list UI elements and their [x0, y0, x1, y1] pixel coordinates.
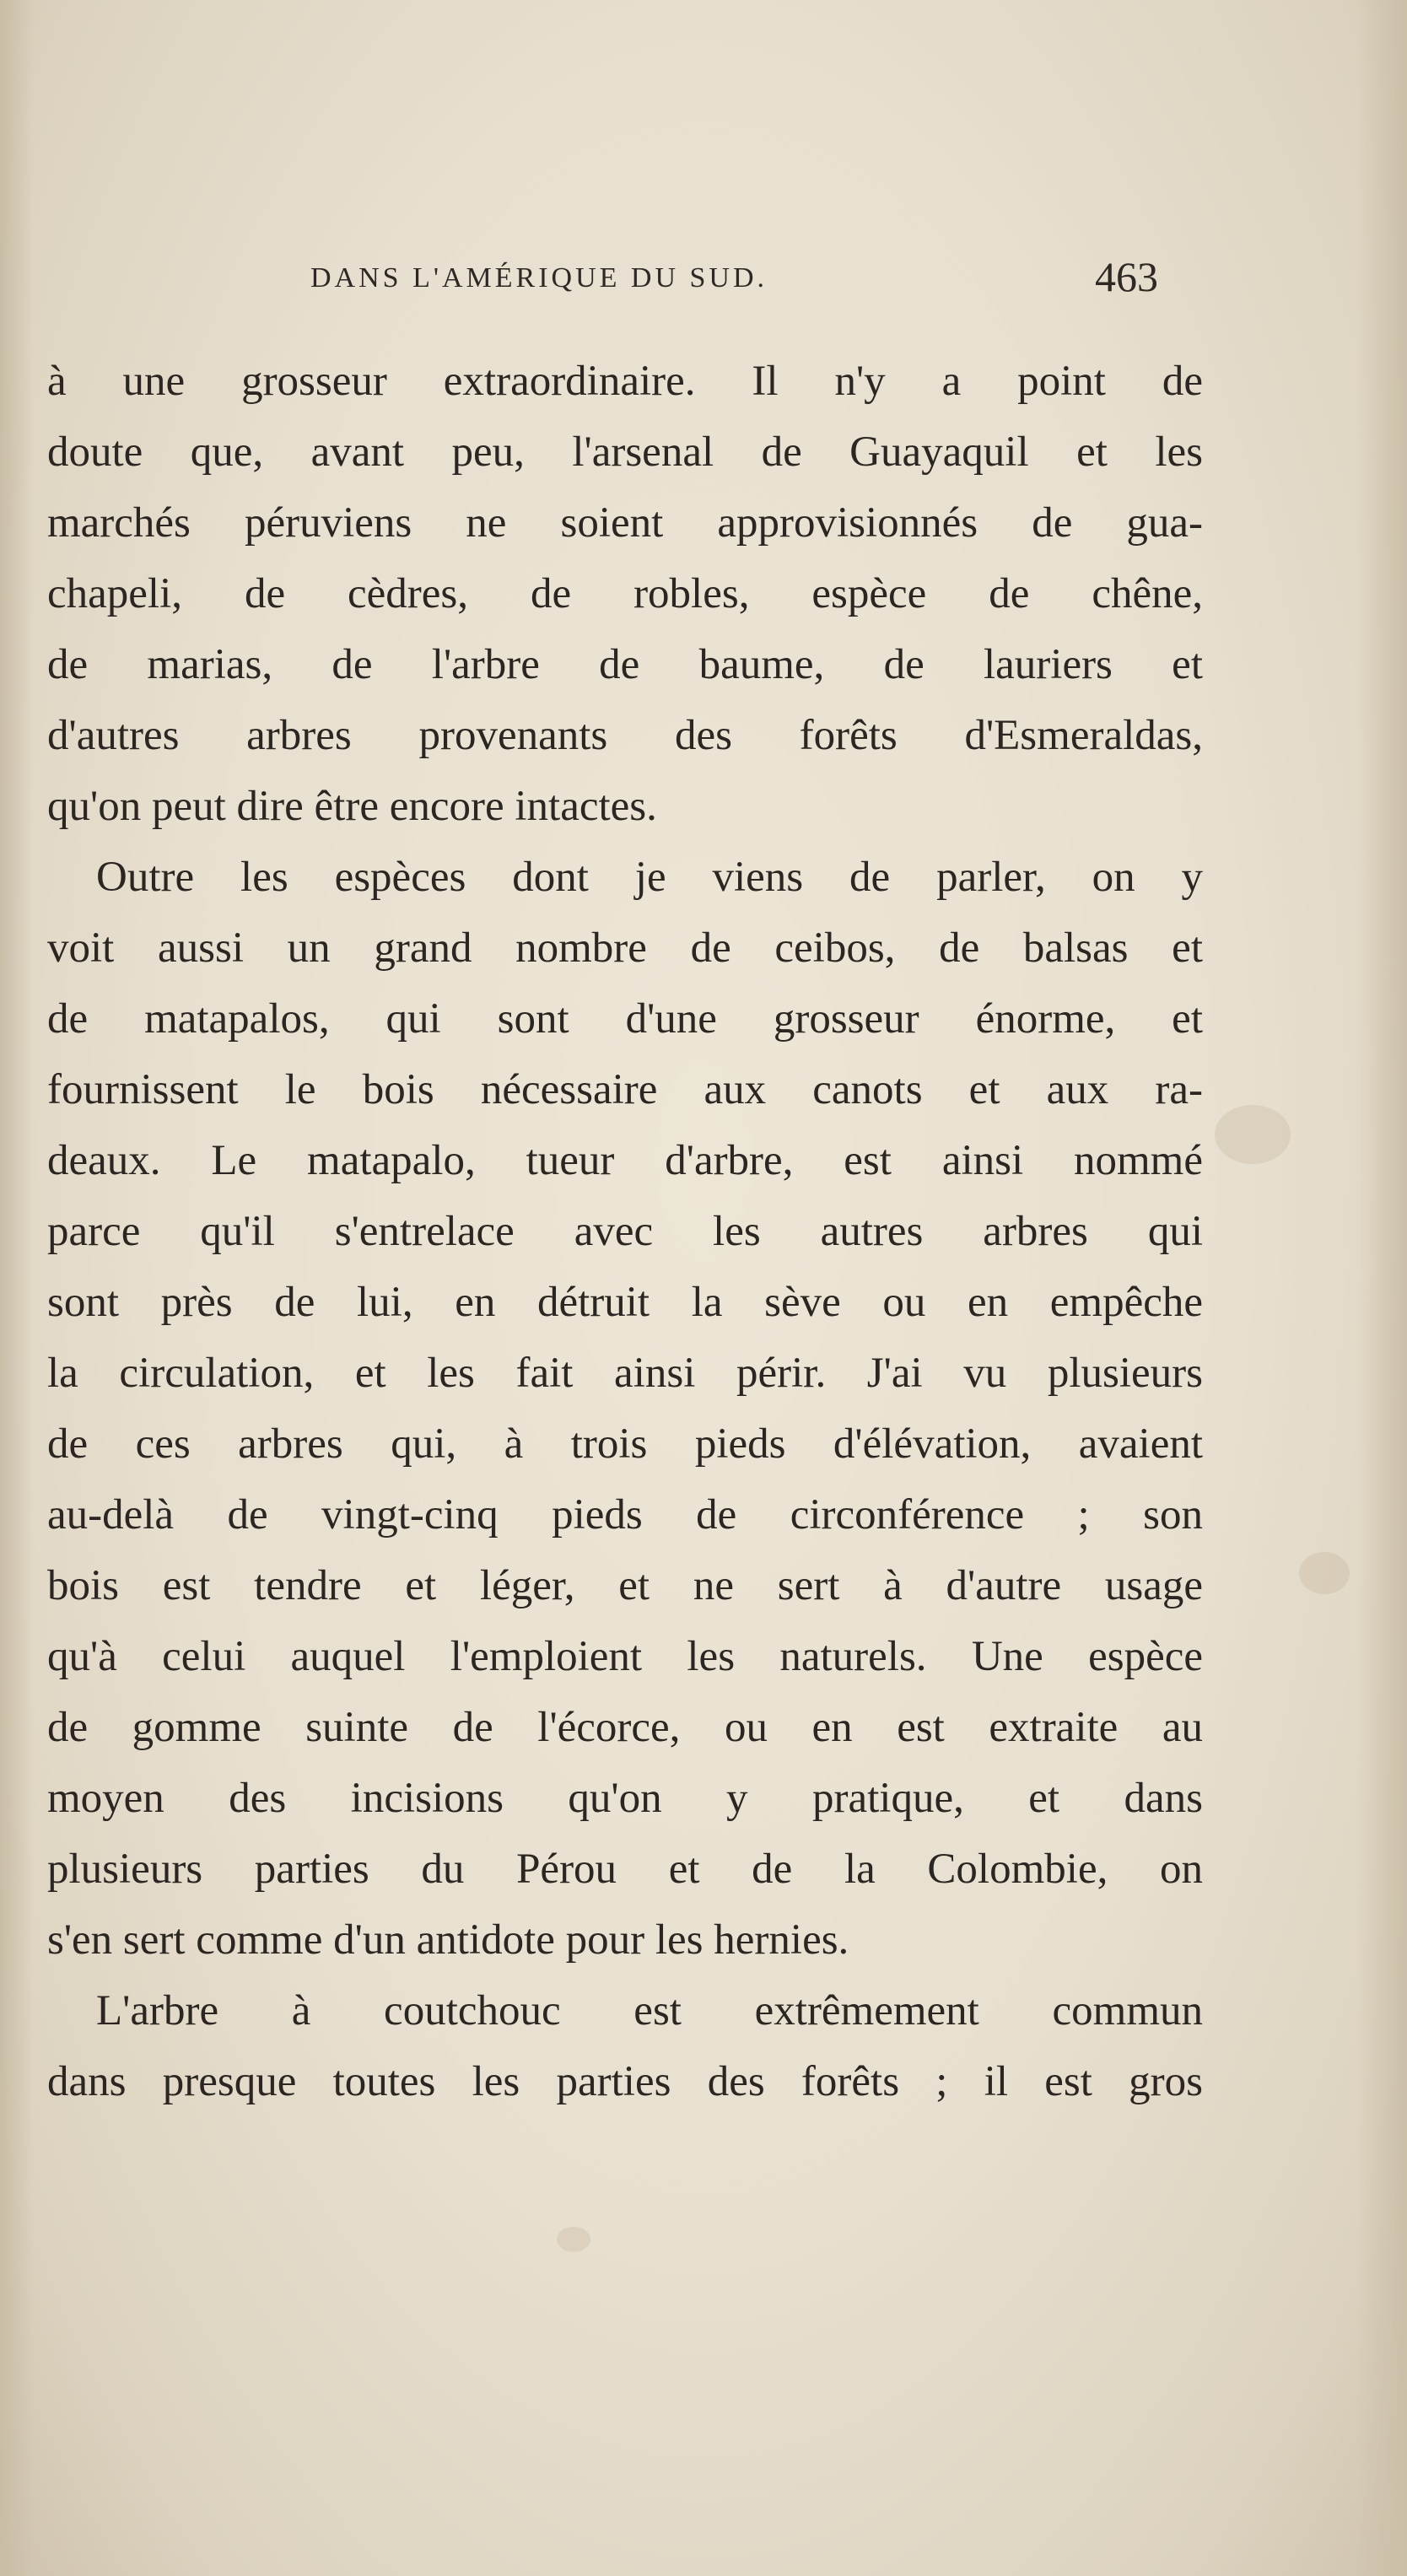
text-line: s'en sert comme d'un antidote pour les hernies. — [47, 1916, 849, 1964]
text-line: la circulation, et les fait ainsi périr. J'ai vu plusieurs — [47, 1350, 1203, 1397]
text-line: qu'à celui auquel l'emploient les naturels. Une espèce — [47, 1633, 1203, 1680]
text-line: d'autres arbres provenants des forêts d'Esmeraldas, — [47, 712, 1203, 759]
running-head: DANS L'AMÉRIQUE DU SUD. — [310, 262, 768, 294]
text-line: de marias, de l'arbre de baume, de lauriers et — [47, 641, 1203, 688]
paper-stain — [1215, 1105, 1291, 1164]
page-edge-shadow-left — [0, 0, 34, 2576]
page-number: 463 — [1095, 253, 1158, 300]
text-line: à une grosseur extraordinaire. Il n'y a point de — [47, 358, 1203, 405]
paper-stain — [557, 2227, 590, 2252]
text-line: moyen des incisions qu'on y pratique, et dans — [47, 1775, 1203, 1822]
page-header — [0, 253, 1407, 308]
text-line: marchés péruviens ne soient approvisionnés de gua- — [47, 499, 1203, 547]
text-line: doute que, avant peu, l'arsenal de Guayaquil et les — [47, 428, 1203, 476]
text-line: bois est tendre et léger, et ne sert à d'autre usage — [47, 1562, 1203, 1609]
text-line: de matapalos, qui sont d'une grosseur énorme, et — [47, 995, 1203, 1043]
text-line: de ces arbres qui, à trois pieds d'élévation, avaient — [47, 1420, 1203, 1468]
text-line: sont près de lui, en détruit la sève ou en empêche — [47, 1279, 1203, 1326]
text-line: deaux. Le matapalo, tueur d'arbre, est ainsi nommé — [47, 1137, 1203, 1184]
text-line: Outre les espèces dont je viens de parler, on y — [96, 854, 1203, 901]
page-edge-shadow-right — [1356, 0, 1407, 2576]
text-line: qu'on peut dire être encore intactes. — [47, 783, 657, 830]
text-line: au-delà de vingt-cinq pieds de circonférence ; son — [47, 1491, 1203, 1539]
text-line: de gomme suinte de l'écorce, ou en est extraite au — [47, 1704, 1203, 1751]
text-line: fournissent le bois nécessaire aux canots et aux ra- — [47, 1066, 1203, 1113]
text-line: parce qu'il s'entrelace avec les autres arbres qui — [47, 1208, 1203, 1255]
body-text — [47, 346, 1203, 2117]
text-line: dans presque toutes les parties des forêts ; il est gros — [47, 2058, 1203, 2105]
text-line: plusieurs parties du Pérou et de la Colombie, on — [47, 1846, 1203, 1893]
text-line: L'arbre à coutchouc est extrêmement commun — [96, 1987, 1203, 2034]
text-line: chapeli, de cèdres, de robles, espèce de chêne, — [47, 570, 1203, 617]
paper-stain — [1299, 1552, 1350, 1594]
text-line: voit aussi un grand nombre de ceibos, de balsas et — [47, 924, 1203, 972]
